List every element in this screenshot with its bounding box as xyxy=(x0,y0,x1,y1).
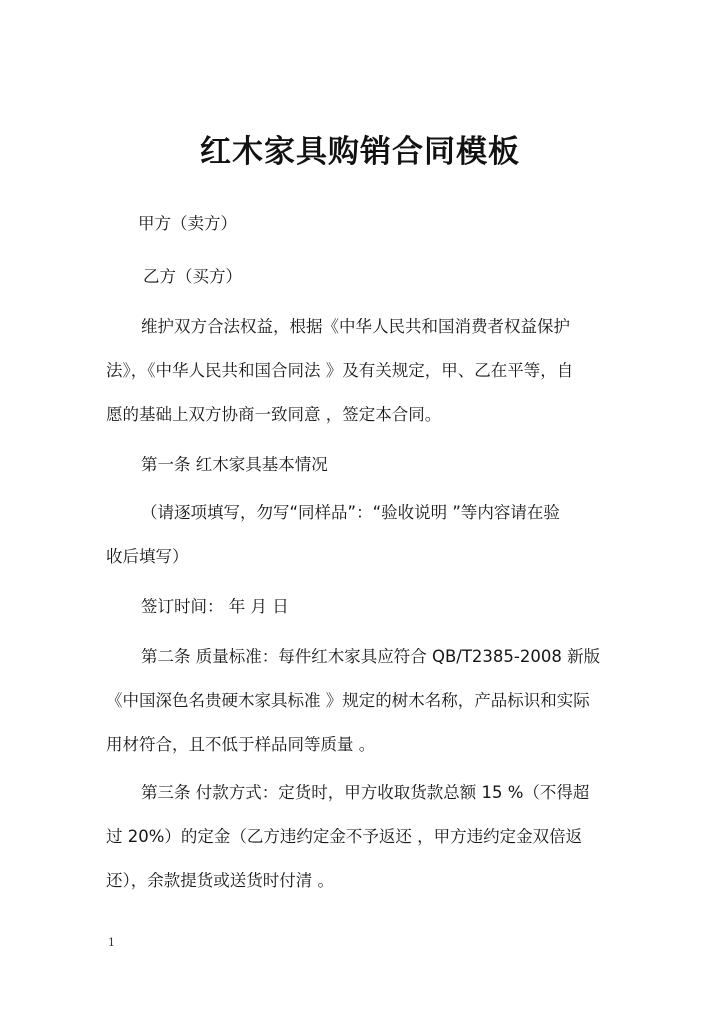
article2-line-1: 第二条 质量标准：每件红木家具应符合 QB/T2385-2008 新版 xyxy=(141,647,601,666)
article3-line-2: 过 20%）的定金（乙方违约定金不予返还 ，甲方违约定金双倍返 xyxy=(106,827,583,846)
party-b-label: 乙方（买方） xyxy=(143,267,242,286)
article3-line-1: 第三条 付款方式：定货时，甲方收取货款总额 15 %（不得超 xyxy=(141,783,590,802)
party-a-label: 甲方（卖方） xyxy=(138,214,237,233)
article2-line-3: 用材符合，且不低于样品同等质量 。 xyxy=(106,735,376,754)
page-number: 1 xyxy=(108,936,115,949)
article1-note-line-1: （请逐项填写，勿写“同样品”：“验收说明 ”等内容请在验 xyxy=(141,503,560,522)
document-title: 红木家具购销合同模板 xyxy=(200,134,520,170)
article2-line-2: 《中国深色名贵硬木家具标准 》规定的树木名称，产品标识和实际 xyxy=(106,691,590,710)
sign-date: 签订时间： 年 月 日 xyxy=(141,597,289,616)
intro-line-2: 法》，《中华人民共和国合同法 》及有关规定，甲、乙在平等，自 xyxy=(106,361,574,380)
article1-note-line-2: 收后填写） xyxy=(106,547,189,566)
article1-heading: 第一条 红木家具基本情况 xyxy=(141,455,328,474)
intro-line-1: 维护双方合法权益，根据《中华人民共和国消费者权益保护 xyxy=(141,317,570,336)
article3-line-3: 还），余款提货或送货时付清 。 xyxy=(106,871,334,890)
intro-line-3: 愿的基础上双方协商一致同意 ，签定本合同。 xyxy=(106,405,442,424)
